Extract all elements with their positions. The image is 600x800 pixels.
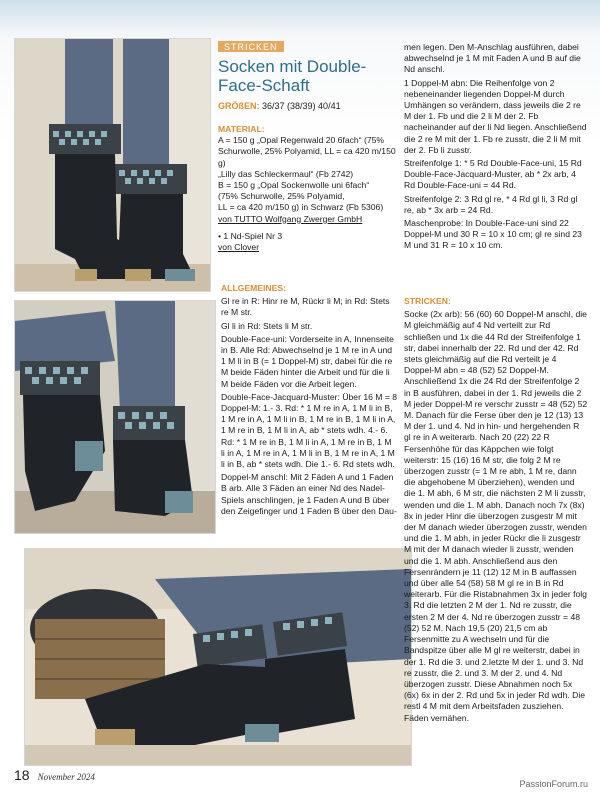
material-line: B = 150 g „Opal Sockenwolle uni 6fach“ [218,180,370,191]
material-line: „Lilly das Schleckermaul“ (Fb 2742) [218,168,354,179]
material-line: von Clover [218,242,260,253]
general-paragraph: Maschenprobe: In Double-Face-uni sind 22 Doppel-M und 30 R = 10 x 10 cm; gl re sind 23 M und 31 R = 10 x 10 cm. [404,218,582,251]
sizes-line [218,101,341,111]
photo-socks-sitting [14,300,216,534]
photo-socks-basket [24,548,412,766]
general-paragraph: Streifenfolge 2: 3 Rd gl re, * 4 Rd gl li, 3 Rd gl re, ab * 3x arb = 24 Rd. [404,193,578,215]
sizes-value: 36/37 (38/39) 40/41 [262,101,341,111]
knitting-paragraph: Socke (2x arb): 56 (60) 60 Doppel-M anschl, die M gleichmäßig auf 4 Nd verteilt zur Rd schließen und 1x die 44 Rd der Streifenfolge 1 str, dabei innerhalb der 22. Rd und der 42. Rd stets gleichmäßig auf die Rd verteilt je 4 Doppel-M abn = 48 (52) 52 Doppel-M. Anschließend 1x die 24 Rd der Streifenfolge 2 in B ausführen, dabei in der 1. Rd jeweils die 2 M jeder Doppel-M re verschr zusstr = 48 (52) 52 M. Danach für die Ferse über den je 12 (13) 13 M der 1. und 4. Nd in hin- und hergehenden R gl re in A weiterarb. Nach 20 (22) 22 R Fersenhöhe für das Käppchen wie folgt weiterstr: 15 (16) 16 M str, die folg 2 M re überzogen zusstr (= 1 M re abh, 1 M re, dann die abgehobene M überziehen), wenden und die 1. M abh, 6 M str, die nächsten 2 M li zusstr, wenden und die 1. M abh. Danach noch 7x (8x) 8x in jeder Hinr die überzogen zusgestr M mit der M danach wieder überzogen zusstr, wenden und die 1. M abh, in jeder Rückr die li zusgestr M mit der M danach wieder li zusstr, wenden und die 1. M abh. Anschließend aus den Fersenrändern je 11 (12) 12 M in B auffassen und über alle 54 (58) 58 M gl re in B in Rd weiterarb. Für die Ristabnahmen 3x in jeder folg 3. Rd die letzten 2 M der 1. Nd re zusstr, die ersten 2 M der 4. Nd re überzogen zusstr = 48 (52) 52 M. Nach 19,5 (20) 21,5 cm ab Fersenmitte zu A wechseln und für die Bandspitze über alle M gl re weiterstr, dabei in der 1. Rd die 3. und 2.letzte M der 1. und 3. Nd re zusstr, die 2. und 3. M der 2. und 4. Nd überzogen zusstr. Diese Abnahmen noch 5x (6x) 6x in der 2. Rd und 5x in jeder Rd wdh. Die restl 4 M mit dem Arbeitsfaden zusziehen. Fäden vernähen. [404,309,588,723]
frost-decoration [0,0,600,40]
material-line: (75% Schurwolle, 25% Polyamid, [218,191,345,202]
photo-socks-standing [14,38,211,292]
material-line: • 1 Nd-Spiel Nr 3 [218,230,283,241]
general-paragraph: Gl li in Rd: Stets li M str. [221,320,313,331]
general-heading: ALLGEMEINES: [221,283,286,293]
general-paragraph: Double-Face-uni: Vorderseite in A, Innenseite in B. Alle Rd: Abwechselnd je 1 M re in A und 1 M li in B (= 1 Doppel-M) str, dabei für die re M beide Fäden hinter die Arbeit und für die li M beide Fäden vor die Arbeit legen. [221,333,394,389]
general-paragraph: Double-Face-Jacquard-Muster: Über 16 M = 8 Doppel-M: 1.- 3. Rd: * 1 M re in A, 1 M li in B, 1 M re in A, 1 M li in B, 1 M re in B, 1 M li in A, 1 M re in B, 1 M li in A, ab * stets wdh. 4.- 6. Rd: * 1 M re in B, 1 M li in A, 1 M re in B, 1 M li in A, 1 M re in A, 1 M li in B, 1 M re in A, 1 M li in B, ab * stets wdh. Die 1.- 6. Rd stets wdh. [221,391,398,470]
general-paragraph: Doppel-M anschl: Mit 2 Fäden A und 1 Faden B arb. Alle 3 Fäden an einer Nd des Nadel-Spiels anschlingen, je 1 Faden A und B über den Zeigefinger und 1 Faden B über den Dau- [221,472,397,516]
material-line: LL = ca 420 m/150 g) in Schwarz (Fb 5306) [218,202,384,213]
general-paragraph: Streifenfolge 1: * 5 Rd Double-Face-uni, 15 Rd Double-Face-Jacquard-Muster, ab * 2x arb, 4 Rd Double-Face-uni = 44 Rd. [404,158,582,191]
category-tag: STRICKEN [218,41,284,52]
general-paragraph: Gl re in R: Hinr re M, Rückr li M; in Rd: Stets re M str. [221,296,390,318]
material-line: A = 150 g „Opal Regenwald 20 6fach“ (75% Schurwolle, 25% Polyamid, LL = ca 420 m/150 g) [218,135,396,168]
page-footer [14,767,95,783]
page-title: Socken mit Double-Face-Schaft [218,57,367,95]
material-heading: MATERIAL: [218,124,265,134]
sizes-label: GRÖßEN: [218,101,260,111]
material-section [218,124,398,253]
watermark: PassionForum.ru [519,779,588,789]
issue-date: November 2024 [37,772,95,782]
knitting-heading: STRICKEN: [404,296,451,306]
material-line: von TUTTO Wolfgang Zwerger GmbH [218,213,363,224]
general-paragraph: 1 Doppel-M abn: Die Reihenfolge von 2 nebeneinander liegenden Doppel-M durch Umhängen so verändern, dass jeweils die 2 re M der 1. Fb und die 2 li M der 2. Fb nacheinander auf der li Nd liegen. Anschließend die 2 re M mit der 1. Fb re zusstr, die 2 li M mit der 2. Fb li zusstr. [404,77,587,155]
general-continued [404,42,588,254]
general-section [221,283,397,519]
page-number: 18 [14,767,30,783]
general-paragraph: men legen. Den M-Anschlag ausführen, dabei abwechselnd je 1 M mit Faden A und B auf die Nd anschl. [404,42,581,75]
knitting-section [404,296,588,726]
